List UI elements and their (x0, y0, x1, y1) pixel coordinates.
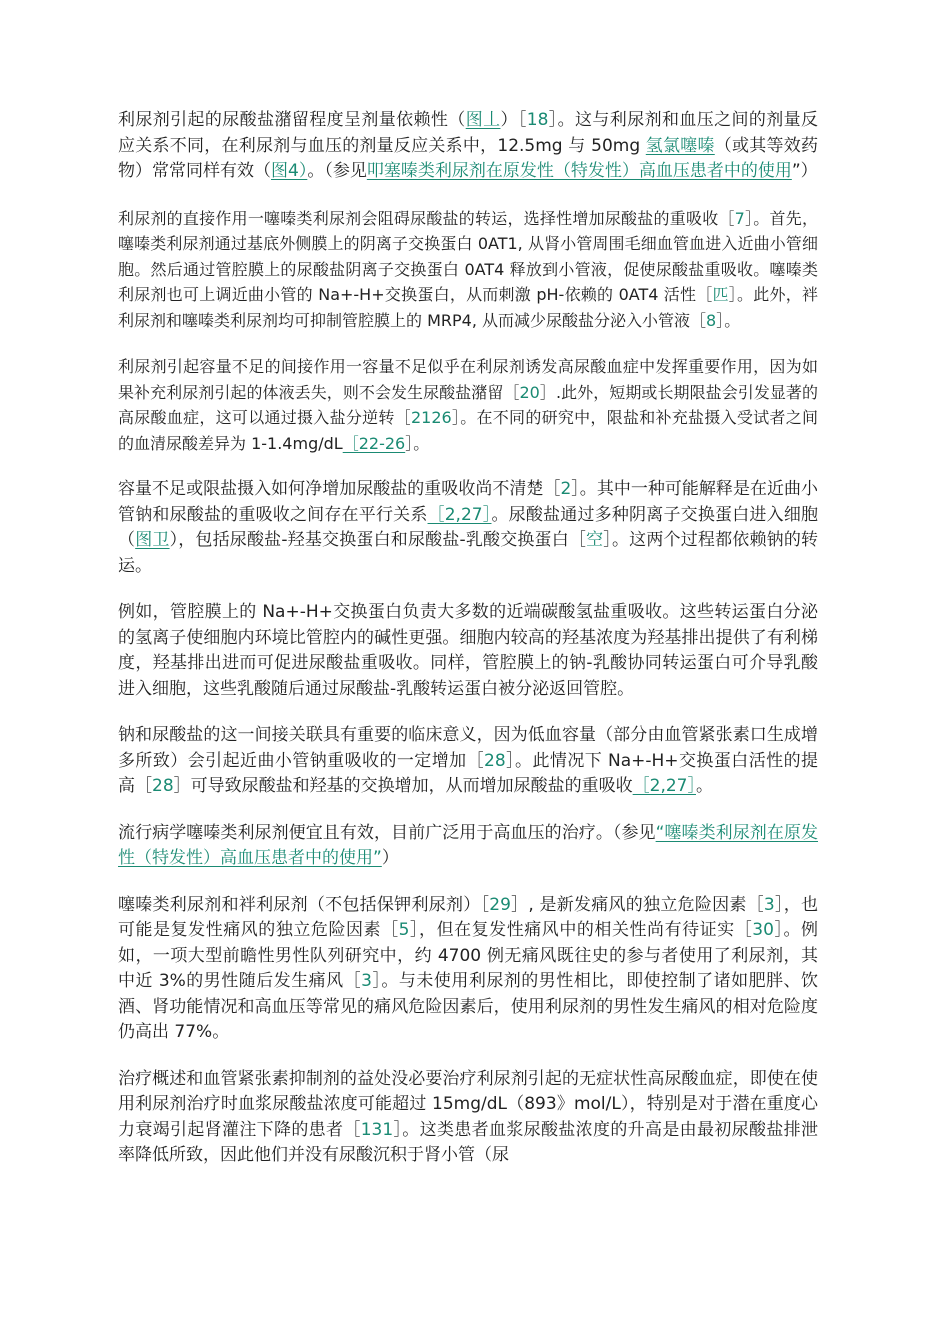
reference-link[interactable]: 29 (489, 894, 511, 915)
paragraph-text: ］。例如，一项大型前瞻性男性队列研究中，约 4700 例无痛风既往史的参与者使用了利尿剂，其中近 3%的男性随后发生痛风［ (118, 920, 819, 991)
reference-link[interactable]: ［22-26 (342, 433, 406, 453)
paragraph-text: ］。这类患者血浆尿酸盐浓度的升高是由最初尿酸盐排泄率降低所致，因此他们并没有尿酸沉积于肾小管（尿 (118, 1119, 819, 1165)
paragraph-text: 。尿酸盐通过多种阴离子交换蛋白进入细胞（ (118, 504, 819, 550)
reference-link[interactable]: 131 (360, 1119, 394, 1140)
reference-link[interactable]: 7 (734, 208, 745, 228)
paragraph-p4 (118, 477, 818, 579)
paragraph-text: 利尿剂的直接作用一噻嗪类利尿剂会阻碍尿酸盐的转运，选择性增加尿酸盐的重吸收［ (118, 208, 735, 228)
paragraph-text: 利尿剂引起的尿酸盐潴留程度呈剂量依赖性（ (118, 110, 466, 130)
paragraph-text: ］，但在复发性痛风中的相关性尚有待证实［ (409, 920, 753, 940)
paragraph-text: ］。其中一种可能解释是在近曲小管钠和尿酸盐的重吸收之间存在平行关系 (118, 479, 819, 525)
paragraph-text: ］.此外，短期或长期限盐会引发显著的高尿酸血症，这可以通过摄入盐分逆转［ (118, 382, 818, 427)
paragraph-text: ］。首先，噻嗪类利尿剂通过基底外侧膜上的阴离子交换蛋白 0AT1, 从肾小管周围毛细血管血进入近曲小管细胞。然后通过管腔膜上的尿酸盐阴离子交换蛋白 0AT4 释放到小管液，促使尿酸盐重吸收。噻嗪类利尿剂也可上调近曲小管的 Na+-H+交换蛋白，从而刺激 pH-依赖的 0AT4 活性［ (118, 208, 818, 304)
reference-link[interactable]: 匹 (712, 285, 729, 304)
paragraph-text: ），包括尿酸盐-羟基交换蛋白和尿酸盐-乳酸交换蛋白［ (169, 530, 587, 550)
reference-link[interactable]: 5 (398, 920, 410, 940)
paragraph-p7 (118, 821, 818, 872)
reference-link[interactable]: “噻嗪类利尿剂在原发性（特发性）高血压患者中的使用” (118, 822, 819, 868)
reference-link[interactable]: ［2,27］ (427, 504, 492, 525)
paragraph-text: 容量不足或限盐摄入如何净增加尿酸盐的重吸收尚不清楚［ (118, 479, 561, 499)
paragraph-text: 噻嗪类利尿剂和袢利尿剂（不包括保钾利尿剂）［ (118, 894, 490, 915)
reference-link[interactable]: 图卫 (135, 530, 170, 550)
paragraph-p5 (118, 600, 818, 702)
paragraph-text: （或其等效药物）常常同样有效（ (118, 135, 818, 181)
paragraph-text: 流行病学噻嗪类利尿剂便宜且有效，目前广泛用于高血压的治疗。（参见 (118, 822, 656, 843)
paragraph-text: ］。 (405, 433, 430, 453)
reference-link[interactable]: 氢氯噻嗪 (645, 135, 715, 156)
paragraph-text: ”） (791, 161, 818, 181)
paragraph-p2 (118, 206, 818, 334)
paragraph-text: ］，也可能是复发性痛风的独立危险因素［ (118, 894, 819, 940)
paragraph-text: ）［ (500, 110, 527, 130)
paragraph-text: ］。 (716, 310, 741, 330)
paragraph-text: ］。此外，袢利尿剂和噻嗪类利尿剂均可抑制管腔膜上的 MRP4, 从而减少尿酸盐分泌入小管液［ (118, 285, 818, 330)
reference-link[interactable]: 图丄 (465, 110, 501, 130)
paragraph-p1 (118, 108, 818, 185)
paragraph-text: ） (381, 848, 399, 868)
reference-link[interactable]: ［2,27］ (632, 776, 696, 796)
reference-link[interactable]: 8 (706, 310, 717, 330)
paragraph-p3 (118, 354, 818, 456)
paragraph-p6 (118, 723, 818, 800)
paragraph-text: ］, 是新发痛风的独立危险因素［ (510, 894, 764, 915)
reference-link[interactable]: 叩塞嗪类利尿剂在原发性（特发性）高血压患者中的使用 (366, 161, 792, 181)
document-body (118, 108, 818, 1190)
reference-link[interactable]: 20 (519, 382, 540, 402)
paragraph-text: ］。这两个过程都依赖钠的转运。 (118, 530, 819, 576)
reference-link[interactable]: 空 (586, 530, 604, 550)
paragraph-p9 (118, 1067, 818, 1169)
reference-link[interactable]: 3 (763, 894, 775, 915)
paragraph-text: 例如，管腔膜上的 Na+-H+交换蛋白负责大多数的近端碳酸氢盐重吸收。这些转运蛋白分泌的氢离子使细胞内环境比管腔内的碱性更强。细胞内较高的羟基浓度为羟基排出提供了有利梯度，羟基排出进而可促进尿酸盐重吸收。同样，管腔膜上的钠-乳酸协同转运蛋白可介导乳酸进入细胞，这些乳酸随后通过尿酸盐-乳酸转运蛋白被分泌返回管腔。 (118, 602, 818, 699)
paragraph-text: ］。在不同的研究中，限盐和补充盐摄入受试者之间的血清尿酸差异为 1-1.4mg/dL (118, 408, 818, 453)
reference-link[interactable]: 30 (752, 920, 774, 940)
reference-link[interactable]: 28 (152, 776, 174, 796)
paragraph-text: ］。此情况下 Na+-H+交换蛋白活性的提高［ (118, 750, 818, 796)
reference-link[interactable]: 28 (484, 750, 506, 771)
paragraph-text: 钠和尿酸盐的这一间接关联具有重要的临床意义，因为低血容量（部分由血管紧张素口生成增多所致）会引起近曲小管钠重吸收的一定增加［ (118, 725, 818, 771)
paragraph-text: 治疗概述和血管紧张素抑制剂的益处没必要治疗利尿剂引起的无症状性高尿酸血症，即使在使用利尿剂治疗时血浆尿酸盐浓度可能超过 15mg/dL（893》mol/L），特别是对于潜在重度心力衰竭引起肾灌注下降的患者［ (118, 1068, 818, 1140)
paragraph-text: ］。这与利尿剂和血压之间的剂量反应关系不同，在利尿剂与血压的剂量反应关系中，12.5mg 与 50mg (118, 110, 819, 156)
paragraph-text: 。 (696, 776, 713, 796)
reference-link[interactable]: 3 (361, 971, 372, 991)
paragraph-text: 。（参见 (307, 161, 367, 181)
paragraph-text: 利尿剂引起容量不足的间接作用一容量不足似乎在利尿剂诱发高尿酸血症中发挥重要作用，因为如果补充利尿剂引起的体液丢失，则不会发生尿酸盐潴留［ (118, 357, 818, 402)
paragraph-text: ］。与未使用利尿剂的男性相比，即使控制了诸如肥胖、饮酒、肾功能情况和高血压等常见的痛风危险因素后，使用利尿剂的男性发生痛风的相对危险度仍高出 77%。 (118, 971, 819, 1042)
paragraph-text: ］可导致尿酸盐和羟基的交换增加，从而增加尿酸盐的重吸收 (173, 776, 633, 796)
paragraph-p8 (118, 893, 818, 1046)
reference-link[interactable]: 2 (560, 479, 572, 499)
reference-link[interactable]: 18 (526, 110, 549, 130)
reference-link[interactable]: 图4） (271, 161, 308, 181)
reference-link[interactable]: 2126 (410, 408, 452, 427)
